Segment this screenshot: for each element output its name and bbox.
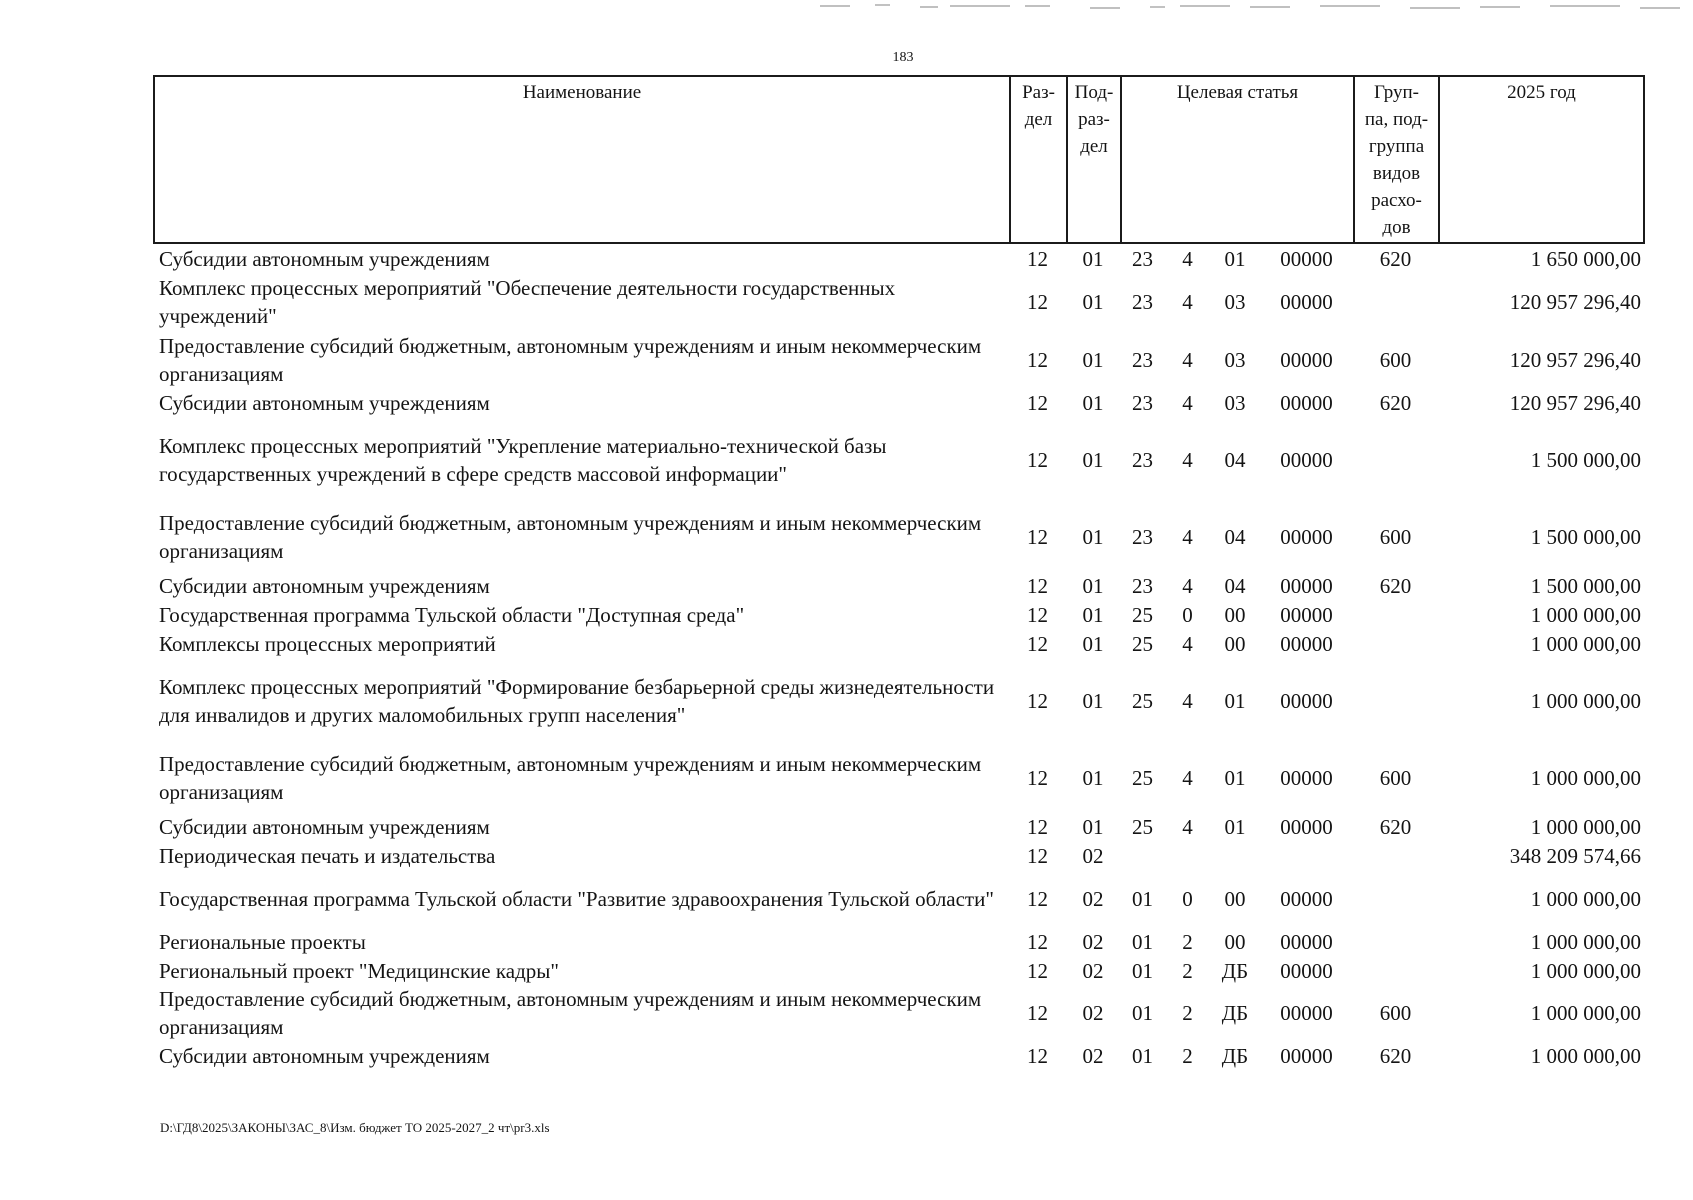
cell-name: Периодическая печать и издательства — [159, 843, 496, 868]
cell-c4: 00000 — [1280, 886, 1333, 911]
cell-c4: 00000 — [1280, 573, 1333, 598]
table-row — [153, 841, 1643, 870]
cell-c2: 4 — [1182, 448, 1193, 472]
cell-c2: 4 — [1182, 689, 1193, 713]
cell-c2: 4 — [1182, 814, 1193, 839]
cell-pr: 01 — [1082, 766, 1104, 790]
cell-c2: 2 — [1182, 1044, 1193, 1068]
cell-pr: 02 — [1082, 1001, 1104, 1025]
cell-amount: 1 000 000,00 — [1530, 631, 1641, 656]
table-row — [153, 503, 1643, 571]
cell-c4: 00000 — [1280, 814, 1333, 839]
cell-c1: 01 — [1132, 1001, 1153, 1025]
cell-name: Региональные проекты — [159, 929, 366, 954]
cell-c4 — [1260, 841, 1353, 870]
cell-vr — [1353, 870, 1438, 927]
cell-rz: 12 — [1027, 1001, 1048, 1025]
table-row — [153, 571, 1643, 600]
cell-amount: 1 000 000,00 — [1530, 602, 1641, 627]
cell-c1: 25 — [1132, 689, 1153, 713]
cell-rz: 12 — [1027, 290, 1048, 314]
cell-rz: 12 — [1027, 525, 1048, 549]
cell-amount: 1 000 000,00 — [1530, 814, 1641, 839]
cell-c1: 01 — [1132, 929, 1153, 954]
budget-table — [153, 245, 1643, 1071]
cell-amount: 1 000 000,00 — [1530, 958, 1641, 983]
cell-c4: 00000 — [1280, 448, 1333, 472]
cell-rz: 12 — [1027, 766, 1048, 790]
cell-c1: 23 — [1132, 525, 1153, 549]
cell-c3: 01 — [1224, 247, 1246, 271]
cell-name: Субсидии автономным учреждениям — [159, 391, 490, 415]
cell-vr — [1353, 273, 1438, 331]
cell-c4: 00000 — [1280, 290, 1333, 314]
cell-c1: 23 — [1132, 247, 1153, 271]
table-row — [153, 985, 1643, 1041]
cell-c3: 00 — [1224, 602, 1246, 627]
table-row — [153, 417, 1643, 503]
table-row — [153, 956, 1643, 985]
cell-amount: 1 000 000,00 — [1530, 1044, 1641, 1068]
cell-name: Предоставление субсидий бюджетным, автономным учреждениям и иным некоммерческим организациям — [159, 752, 982, 804]
cell-pr: 02 — [1082, 886, 1104, 911]
cell-c1: 23 — [1132, 290, 1153, 314]
cell-pr: 02 — [1082, 1044, 1104, 1068]
cell-c2: 4 — [1182, 573, 1193, 598]
cell-vr — [1353, 927, 1438, 956]
table-row — [153, 245, 1643, 273]
cell-c3: ДБ — [1221, 958, 1249, 983]
cell-pr: 01 — [1082, 391, 1104, 415]
table-row — [153, 927, 1643, 956]
cell-vr — [1353, 600, 1438, 629]
cell-rz: 12 — [1027, 391, 1048, 415]
table-row — [153, 389, 1643, 417]
cell-c1: 25 — [1132, 814, 1153, 839]
cell-c2: 4 — [1182, 631, 1193, 656]
cell-c4: 00000 — [1280, 1044, 1333, 1068]
cell-vr — [1353, 629, 1438, 658]
cell-c3: 01 — [1224, 689, 1246, 713]
cell-c2: 4 — [1182, 766, 1193, 790]
cell-amount: 1 500 000,00 — [1530, 448, 1641, 472]
table-row — [153, 658, 1643, 744]
cell-rz: 12 — [1027, 448, 1048, 472]
cell-name: Предоставление субсидий бюджетным, автономным учреждениям и иным некоммерческим организациям — [159, 987, 982, 1039]
cell-amount: 1 500 000,00 — [1530, 573, 1641, 598]
cell-c4: 00000 — [1280, 391, 1333, 415]
cell-amount: 1 000 000,00 — [1530, 689, 1641, 713]
cell-amount: 120 957 296,40 — [1509, 348, 1641, 372]
cell-c4: 00000 — [1280, 766, 1333, 790]
cell-c4: 00000 — [1280, 602, 1333, 627]
cell-c1: 23 — [1132, 348, 1153, 372]
header-expense-group: Груп- па, под- группа видов расхо- дов — [1354, 76, 1439, 243]
cell-rz: 12 — [1027, 631, 1048, 656]
cell-c2: 4 — [1182, 290, 1193, 314]
header-name: Наименование — [154, 76, 1010, 243]
cell-vr: 620 — [1379, 247, 1412, 271]
cell-c3: 00 — [1224, 886, 1246, 911]
cell-name: Комплекс процессных мероприятий "Формирование безбарьерной среды жизнедеятельности для инвалидов и других маломобильных групп населения" — [159, 675, 995, 727]
cell-rz: 12 — [1027, 689, 1048, 713]
table-row — [153, 744, 1643, 812]
header-year: 2025 год — [1439, 76, 1644, 243]
cell-c3: 01 — [1224, 766, 1246, 790]
cell-c1: 01 — [1132, 1044, 1153, 1068]
cell-vr — [1353, 417, 1438, 503]
cell-pr: 01 — [1082, 573, 1104, 598]
cell-c1: 25 — [1132, 766, 1153, 790]
cell-pr: 01 — [1082, 689, 1104, 713]
cell-c3: ДБ — [1221, 1001, 1249, 1025]
cell-name: Комплекс процессных мероприятий "Укрепление материально-технической базы государственных учреждений в сфере средств массовой информации" — [159, 434, 887, 486]
cell-c4: 00000 — [1280, 631, 1333, 656]
cell-c2: 4 — [1182, 391, 1193, 415]
cell-c2: 4 — [1182, 525, 1193, 549]
cell-c2: 0 — [1182, 886, 1193, 911]
cell-pr: 01 — [1082, 448, 1104, 472]
cell-c3: 00 — [1224, 631, 1246, 656]
cell-c4: 00000 — [1280, 1001, 1333, 1025]
cell-amount: 1 500 000,00 — [1530, 525, 1641, 549]
cell-vr — [1353, 658, 1438, 744]
cell-c2 — [1165, 841, 1210, 870]
cell-c2: 2 — [1182, 929, 1193, 954]
cell-c3: 03 — [1224, 290, 1246, 314]
cell-pr: 01 — [1082, 631, 1104, 656]
cell-c2: 4 — [1182, 348, 1193, 372]
table-row — [153, 1041, 1643, 1071]
cell-c3: 03 — [1224, 391, 1246, 415]
cell-amount: 1 000 000,00 — [1530, 1001, 1641, 1025]
cell-c2: 2 — [1182, 958, 1193, 983]
cell-name: Региональный проект "Медицинские кадры" — [159, 958, 559, 983]
cell-vr: 620 — [1379, 573, 1412, 598]
cell-rz: 12 — [1027, 602, 1048, 627]
cell-c4: 00000 — [1280, 247, 1333, 271]
cell-c1: 23 — [1132, 573, 1153, 598]
cell-pr: 02 — [1082, 843, 1104, 868]
table-row — [153, 870, 1643, 927]
table-row — [153, 629, 1643, 658]
cell-pr: 01 — [1082, 247, 1104, 271]
cell-c3 — [1210, 841, 1260, 870]
cell-name: Предоставление субсидий бюджетным, автономным учреждениям и иным некоммерческим организациям — [159, 334, 982, 386]
cell-name: Субсидии автономным учреждениям — [159, 247, 490, 271]
cell-c1: 23 — [1132, 391, 1153, 415]
cell-rz: 12 — [1027, 814, 1048, 839]
cell-rz: 12 — [1027, 886, 1048, 911]
table-row — [153, 600, 1643, 629]
table-header — [153, 75, 1645, 244]
cell-c1: 25 — [1132, 631, 1153, 656]
table-row — [153, 331, 1643, 389]
cell-pr: 01 — [1082, 290, 1104, 314]
cell-c3: ДБ — [1221, 1044, 1249, 1068]
cell-c3: 04 — [1224, 448, 1246, 472]
cell-vr — [1353, 956, 1438, 985]
table-row — [153, 273, 1643, 331]
cell-pr: 01 — [1082, 602, 1104, 627]
cell-c4: 00000 — [1280, 958, 1333, 983]
cell-c3: 00 — [1224, 929, 1246, 954]
cell-c4: 00000 — [1280, 348, 1333, 372]
cell-c2: 4 — [1182, 247, 1193, 271]
header-target-article: Целевая статья — [1121, 76, 1354, 243]
cell-rz: 12 — [1027, 1044, 1048, 1068]
cell-vr: 600 — [1379, 766, 1412, 790]
cell-c4: 00000 — [1280, 929, 1333, 954]
cell-name: Комплексы процессных мероприятий — [159, 631, 496, 656]
cell-amount: 1 000 000,00 — [1530, 886, 1641, 911]
cell-name: Государственная программа Тульской области "Доступная среда" — [159, 602, 745, 627]
cell-vr — [1353, 841, 1438, 870]
scan-edge-marks — [820, 2, 1693, 12]
cell-rz: 12 — [1027, 348, 1048, 372]
cell-amount: 120 957 296,40 — [1509, 290, 1641, 314]
cell-pr: 01 — [1082, 814, 1104, 839]
cell-pr: 01 — [1082, 348, 1104, 372]
cell-vr: 600 — [1379, 1001, 1412, 1025]
cell-name: Субсидии автономным учреждениям — [159, 1044, 490, 1068]
cell-c1: 01 — [1132, 886, 1153, 911]
cell-c1: 01 — [1132, 958, 1153, 983]
cell-amount: 1 000 000,00 — [1530, 766, 1641, 790]
cell-name: Государственная программа Тульской области "Развитие здравоохранения Тульской области" — [159, 886, 994, 911]
cell-c1 — [1120, 841, 1165, 870]
cell-pr: 02 — [1082, 929, 1104, 954]
cell-amount: 1 000 000,00 — [1530, 929, 1641, 954]
table-row — [153, 812, 1643, 841]
cell-name: Комплекс процессных мероприятий "Обеспечение деятельности государственных учреждений" — [159, 276, 896, 328]
header-section: Раз- дел — [1010, 76, 1067, 243]
cell-vr: 600 — [1379, 525, 1412, 549]
cell-rz: 12 — [1027, 843, 1048, 868]
cell-c3: 01 — [1224, 814, 1246, 839]
cell-c1: 25 — [1132, 602, 1153, 627]
cell-name: Предоставление субсидий бюджетным, автономным учреждениям и иным некоммерческим организациям — [159, 511, 982, 563]
cell-c4: 00000 — [1280, 689, 1333, 713]
cell-name: Субсидии автономным учреждениям — [159, 573, 490, 598]
cell-amount: 1 650 000,00 — [1530, 247, 1641, 271]
cell-rz: 12 — [1027, 247, 1048, 271]
cell-vr: 600 — [1379, 348, 1412, 372]
cell-vr: 620 — [1379, 814, 1412, 839]
cell-rz: 12 — [1027, 929, 1048, 954]
cell-c3: 04 — [1224, 573, 1246, 598]
cell-rz: 12 — [1027, 958, 1048, 983]
cell-name: Субсидии автономным учреждениям — [159, 814, 490, 839]
cell-pr: 01 — [1082, 525, 1104, 549]
cell-c4: 00000 — [1280, 525, 1333, 549]
cell-c3: 03 — [1224, 348, 1246, 372]
cell-pr: 02 — [1082, 958, 1104, 983]
cell-c3: 04 — [1224, 525, 1246, 549]
cell-c2: 0 — [1182, 602, 1193, 627]
cell-c2: 2 — [1182, 1001, 1193, 1025]
cell-vr: 620 — [1379, 391, 1412, 415]
cell-vr: 620 — [1379, 1044, 1412, 1068]
cell-amount: 348 209 574,66 — [1509, 843, 1641, 868]
header-subsection: Под- раз- дел — [1067, 76, 1121, 243]
page-number: 183 — [892, 50, 914, 65]
cell-amount: 120 957 296,40 — [1509, 391, 1641, 415]
cell-c1: 23 — [1132, 448, 1153, 472]
file-path-footer: D:\ГД8\2025\ЗАКОНЫ\ЗАС_8\Изм. бюджет ТО 2025-2027_2 чт\pr3.xls — [160, 1120, 550, 1135]
cell-rz: 12 — [1027, 573, 1048, 598]
